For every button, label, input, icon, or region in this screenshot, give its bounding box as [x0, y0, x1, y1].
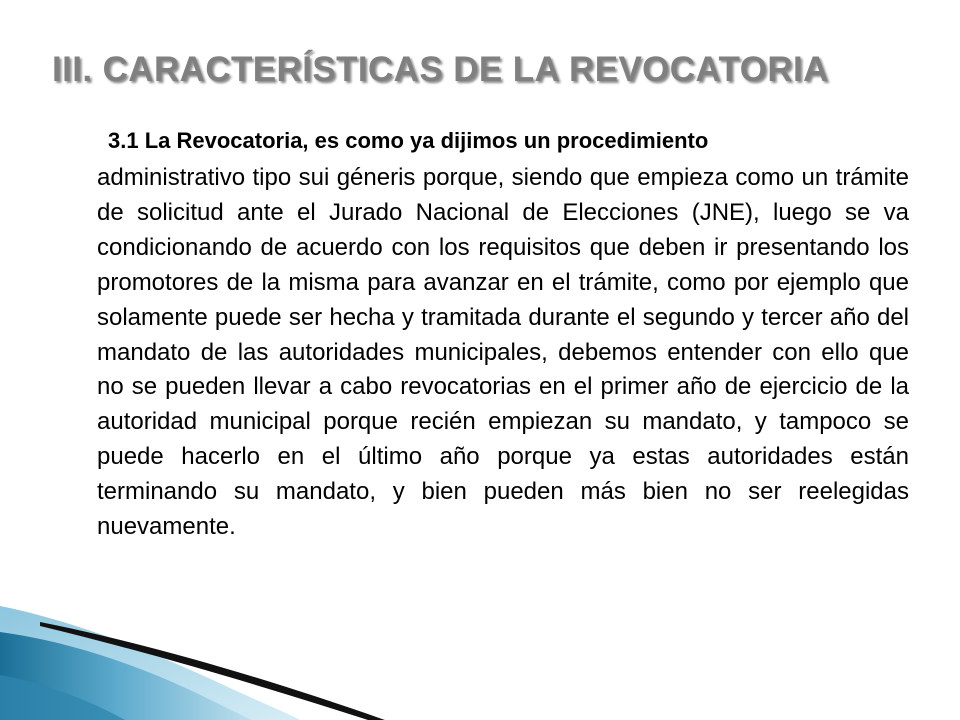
body-paragraph [97, 124, 909, 545]
lead-sentence: 3.1 La Revocatoria, es como ya dijimos un procedimiento [108, 128, 709, 153]
paragraph-text: administrativo tipo sui géneris porque, siendo que empieza como un trámite de solicitud ante el Jurado Nacional de Elecciones (JNE), luego se va condicionando de acuerdo con los requisitos que deben ir presentando los promotores de la misma para avanzar en el trámite, como por ejemplo que solamente puede ser hecha y tramitada durante el segundo y tercer año del mandato de las autoridades municipales, debemos entender con ello que no se pueden llevar a cabo revocatorias en el primer año de ejercicio de la autoridad municipal porque recién empiezan su mandato, y tampoco se puede hacerlo en el último año porque ya estas autoridades están terminando su mandato, y bien pueden más bien no ser reelegidas nuevamente. [97, 164, 909, 541]
slide-title: III. CARACTERÍSTICAS DE LA REVOCATORIA [52, 50, 829, 89]
